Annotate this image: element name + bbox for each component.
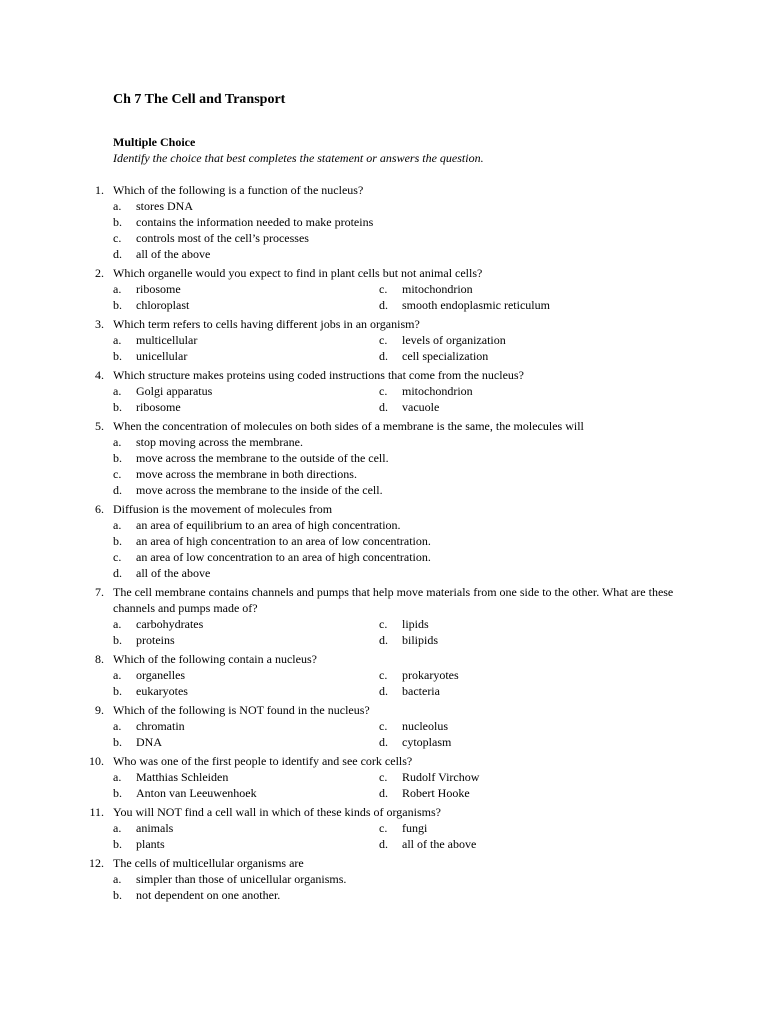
choice-letter: b. (113, 215, 122, 229)
choice-text: fungi (402, 821, 428, 835)
answer-choice (113, 667, 379, 683)
answer-choice (379, 769, 629, 785)
answer-choice (113, 632, 379, 648)
choice-text: not dependent on one another. (136, 888, 281, 902)
question-item (0, 265, 768, 313)
answer-choice (113, 434, 768, 450)
answer-choice (113, 820, 379, 836)
question-stem: When the concentration of molecules on both sides of a membrane is the same, the molecules will (113, 419, 584, 433)
choice-text: ribosome (136, 400, 181, 414)
choice-text: Rudolf Virchow (402, 770, 480, 784)
choice-text: lipids (402, 617, 429, 631)
question-stem: Which of the following is a function of the nucleus? (113, 183, 364, 197)
question-number: 9. (95, 703, 104, 717)
choice-letter: a. (113, 770, 122, 784)
choice-letter: a. (113, 199, 122, 213)
answer-choice (379, 734, 629, 750)
section-instructions: Identify the choice that best completes the statement or answers the question. (113, 151, 484, 165)
answer-choice (379, 820, 629, 836)
answer-choice (379, 332, 629, 348)
choice-letter: d. (379, 633, 388, 647)
question-number: 5. (95, 419, 104, 433)
section-heading: Multiple Choice (113, 135, 196, 149)
answer-choice (113, 482, 768, 498)
choice-text: organelles (136, 668, 186, 682)
question-stem: The cells of multicellular organisms are (113, 856, 304, 870)
choice-text: all of the above (136, 247, 211, 261)
answer-choice (113, 230, 768, 246)
question-item (0, 702, 768, 750)
choice-letter: c. (379, 770, 388, 784)
choice-letter: d. (113, 247, 122, 261)
choice-letter: a. (113, 518, 122, 532)
answer-choices (113, 281, 768, 313)
answer-choice (379, 399, 629, 415)
choice-letter: c. (379, 719, 388, 733)
choice-text: prokaryotes (402, 668, 459, 682)
choice-letter: c. (379, 333, 388, 347)
choice-letter: d. (379, 786, 388, 800)
choice-text: vacuole (402, 400, 440, 414)
answer-choice (113, 565, 768, 581)
question-number: 1. (95, 183, 104, 197)
page-title: Ch 7 The Cell and Transport (113, 92, 286, 107)
answer-choice (113, 734, 379, 750)
choice-letter: d. (113, 483, 122, 497)
choice-text: nucleolus (402, 719, 448, 733)
answer-choices (113, 383, 768, 415)
answer-choice (379, 718, 629, 734)
question-stem: Which structure makes proteins using coded instructions that come from the nucleus? (113, 368, 524, 382)
choice-letter: c. (379, 282, 388, 296)
answer-choice (113, 198, 768, 214)
answer-choice (113, 785, 379, 801)
question-number: 6. (95, 502, 104, 516)
choice-text: eukaryotes (136, 684, 188, 698)
answer-choice (113, 450, 768, 466)
choice-letter: b. (113, 534, 122, 548)
answer-choice (113, 887, 768, 903)
answer-choices (113, 820, 768, 852)
answer-choice (113, 332, 379, 348)
question-item (0, 753, 768, 801)
choice-text: Anton van Leeuwenhoek (136, 786, 257, 800)
choice-letter: b. (113, 298, 122, 312)
question-item (0, 804, 768, 852)
choice-letter: c. (379, 384, 388, 398)
choice-text: cytoplasm (402, 735, 452, 749)
choice-text: stores DNA (136, 199, 193, 213)
choice-text: proteins (136, 633, 175, 647)
choice-text: bacteria (402, 684, 440, 698)
choice-text: Robert Hooke (402, 786, 470, 800)
answer-choices (113, 871, 768, 903)
choice-text: all of the above (136, 566, 211, 580)
answer-choices (113, 667, 768, 699)
choice-letter: d. (113, 566, 122, 580)
question-item (0, 651, 768, 699)
choice-text: all of the above (402, 837, 477, 851)
answer-choices (113, 769, 768, 801)
choice-letter: b. (113, 633, 122, 647)
answer-choice (113, 399, 379, 415)
answer-choice (113, 281, 379, 297)
answer-choice (113, 517, 768, 533)
answer-choice (113, 297, 379, 313)
question-number: 2. (95, 266, 104, 280)
choice-letter: a. (113, 668, 122, 682)
choice-text: bilipids (402, 633, 439, 647)
choice-letter: c. (379, 821, 388, 835)
choice-letter: b. (113, 349, 122, 363)
choice-letter: d. (379, 837, 388, 851)
answer-choices (113, 517, 768, 581)
choice-text: unicellular (136, 349, 188, 363)
question-number: 8. (95, 652, 104, 666)
choice-letter: a. (113, 617, 122, 631)
answer-choices (113, 434, 768, 498)
answer-choice (379, 785, 629, 801)
answer-choice (113, 549, 768, 565)
choice-letter: c. (379, 668, 388, 682)
answer-choice (113, 246, 768, 262)
choice-text: multicellular (136, 333, 198, 347)
choice-text: stop moving across the membrane. (136, 435, 303, 449)
choice-text: chloroplast (136, 298, 190, 312)
choice-letter: a. (113, 821, 122, 835)
question-stem: Which of the following is NOT found in the nucleus? (113, 703, 370, 717)
question-item (0, 501, 768, 581)
choice-letter: c. (113, 231, 122, 245)
choice-letter: a. (113, 384, 122, 398)
choice-letter: a. (113, 872, 122, 886)
choice-letter: b. (113, 684, 122, 698)
choice-text: simpler than those of unicellular organisms. (136, 872, 347, 886)
question-number: 10. (89, 754, 104, 768)
choice-letter: d. (379, 684, 388, 698)
choice-text: an area of high concentration to an area of low concentration. (136, 534, 431, 548)
choice-text: Golgi apparatus (136, 384, 213, 398)
answer-choice (379, 348, 629, 364)
answer-choice (379, 667, 629, 683)
question-list (0, 182, 768, 906)
question-stem: Who was one of the first people to identify and see cork cells? (113, 754, 413, 768)
choice-letter: d. (379, 349, 388, 363)
choice-text: an area of low concentration to an area of high concentration. (136, 550, 431, 564)
choice-text: levels of organization (402, 333, 506, 347)
choice-text: animals (136, 821, 174, 835)
answer-choices (113, 332, 768, 364)
answer-choice (379, 281, 629, 297)
question-stem: You will NOT find a cell wall in which of these kinds of organisms? (113, 805, 441, 819)
choice-text: move across the membrane to the inside of the cell. (136, 483, 383, 497)
question-item (0, 584, 768, 648)
question-item (0, 367, 768, 415)
choice-text: ribosome (136, 282, 181, 296)
choice-text: an area of equilibrium to an area of high concentration. (136, 518, 401, 532)
question-stem: Which organelle would you expect to find in plant cells but not animal cells? (113, 266, 483, 280)
choice-text: contains the information needed to make proteins (136, 215, 374, 229)
answer-choice (113, 214, 768, 230)
answer-choices (113, 616, 768, 648)
choice-text: controls most of the cell’s processes (136, 231, 309, 245)
choice-text: mitochondrion (402, 384, 473, 398)
answer-choice (113, 718, 379, 734)
choice-text: mitochondrion (402, 282, 473, 296)
answer-choice (379, 836, 629, 852)
question-number: 12. (89, 856, 104, 870)
answer-choice (379, 297, 629, 313)
choice-letter: c. (379, 617, 388, 631)
answer-choice (379, 616, 629, 632)
choice-text: move across the membrane to the outside of the cell. (136, 451, 389, 465)
choice-letter: b. (113, 400, 122, 414)
answer-choice (379, 383, 629, 399)
choice-letter: b. (113, 888, 122, 902)
choice-letter: a. (113, 333, 122, 347)
question-stem: Diffusion is the movement of molecules from (113, 502, 333, 516)
choice-text: smooth endoplasmic reticulum (402, 298, 550, 312)
choice-letter: b. (113, 837, 122, 851)
question-stem: The cell membrane contains channels and pumps that help move materials from one side to the other. What are these channels and pumps made of? (113, 585, 674, 615)
question-item (0, 182, 768, 262)
choice-letter: d. (379, 400, 388, 414)
choice-letter: c. (113, 550, 122, 564)
answer-choice (113, 836, 379, 852)
choice-letter: b. (113, 735, 122, 749)
choice-letter: b. (113, 451, 122, 465)
answer-choice (113, 533, 768, 549)
question-item (0, 418, 768, 498)
answer-choice (113, 616, 379, 632)
choice-text: plants (136, 837, 165, 851)
choice-letter: a. (113, 435, 122, 449)
choice-letter: a. (113, 282, 122, 296)
choice-text: cell specialization (402, 349, 489, 363)
question-item (0, 855, 768, 903)
question-number: 3. (95, 317, 104, 331)
answer-choice (113, 466, 768, 482)
answer-choice (379, 683, 629, 699)
question-number: 4. (95, 368, 104, 382)
choice-text: move across the membrane in both directions. (136, 467, 357, 481)
question-number: 7. (95, 585, 104, 599)
answer-choice (113, 683, 379, 699)
choice-letter: d. (379, 735, 388, 749)
choice-letter: a. (113, 719, 122, 733)
question-stem: Which of the following contain a nucleus? (113, 652, 317, 666)
choice-text: Matthias Schleiden (136, 770, 229, 784)
answer-choice (113, 348, 379, 364)
answer-choices (113, 718, 768, 750)
answer-choice (379, 632, 629, 648)
choice-letter: d. (379, 298, 388, 312)
answer-choices (113, 198, 768, 262)
question-number: 11. (89, 805, 104, 819)
choice-letter: c. (113, 467, 122, 481)
question-item (0, 316, 768, 364)
choice-text: chromatin (136, 719, 185, 733)
answer-choice (113, 383, 379, 399)
answer-choice (113, 769, 379, 785)
choice-text: carbohydrates (136, 617, 204, 631)
question-stem: Which term refers to cells having different jobs in an organism? (113, 317, 420, 331)
choice-text: DNA (136, 735, 162, 749)
answer-choice (113, 871, 768, 887)
choice-letter: b. (113, 786, 122, 800)
